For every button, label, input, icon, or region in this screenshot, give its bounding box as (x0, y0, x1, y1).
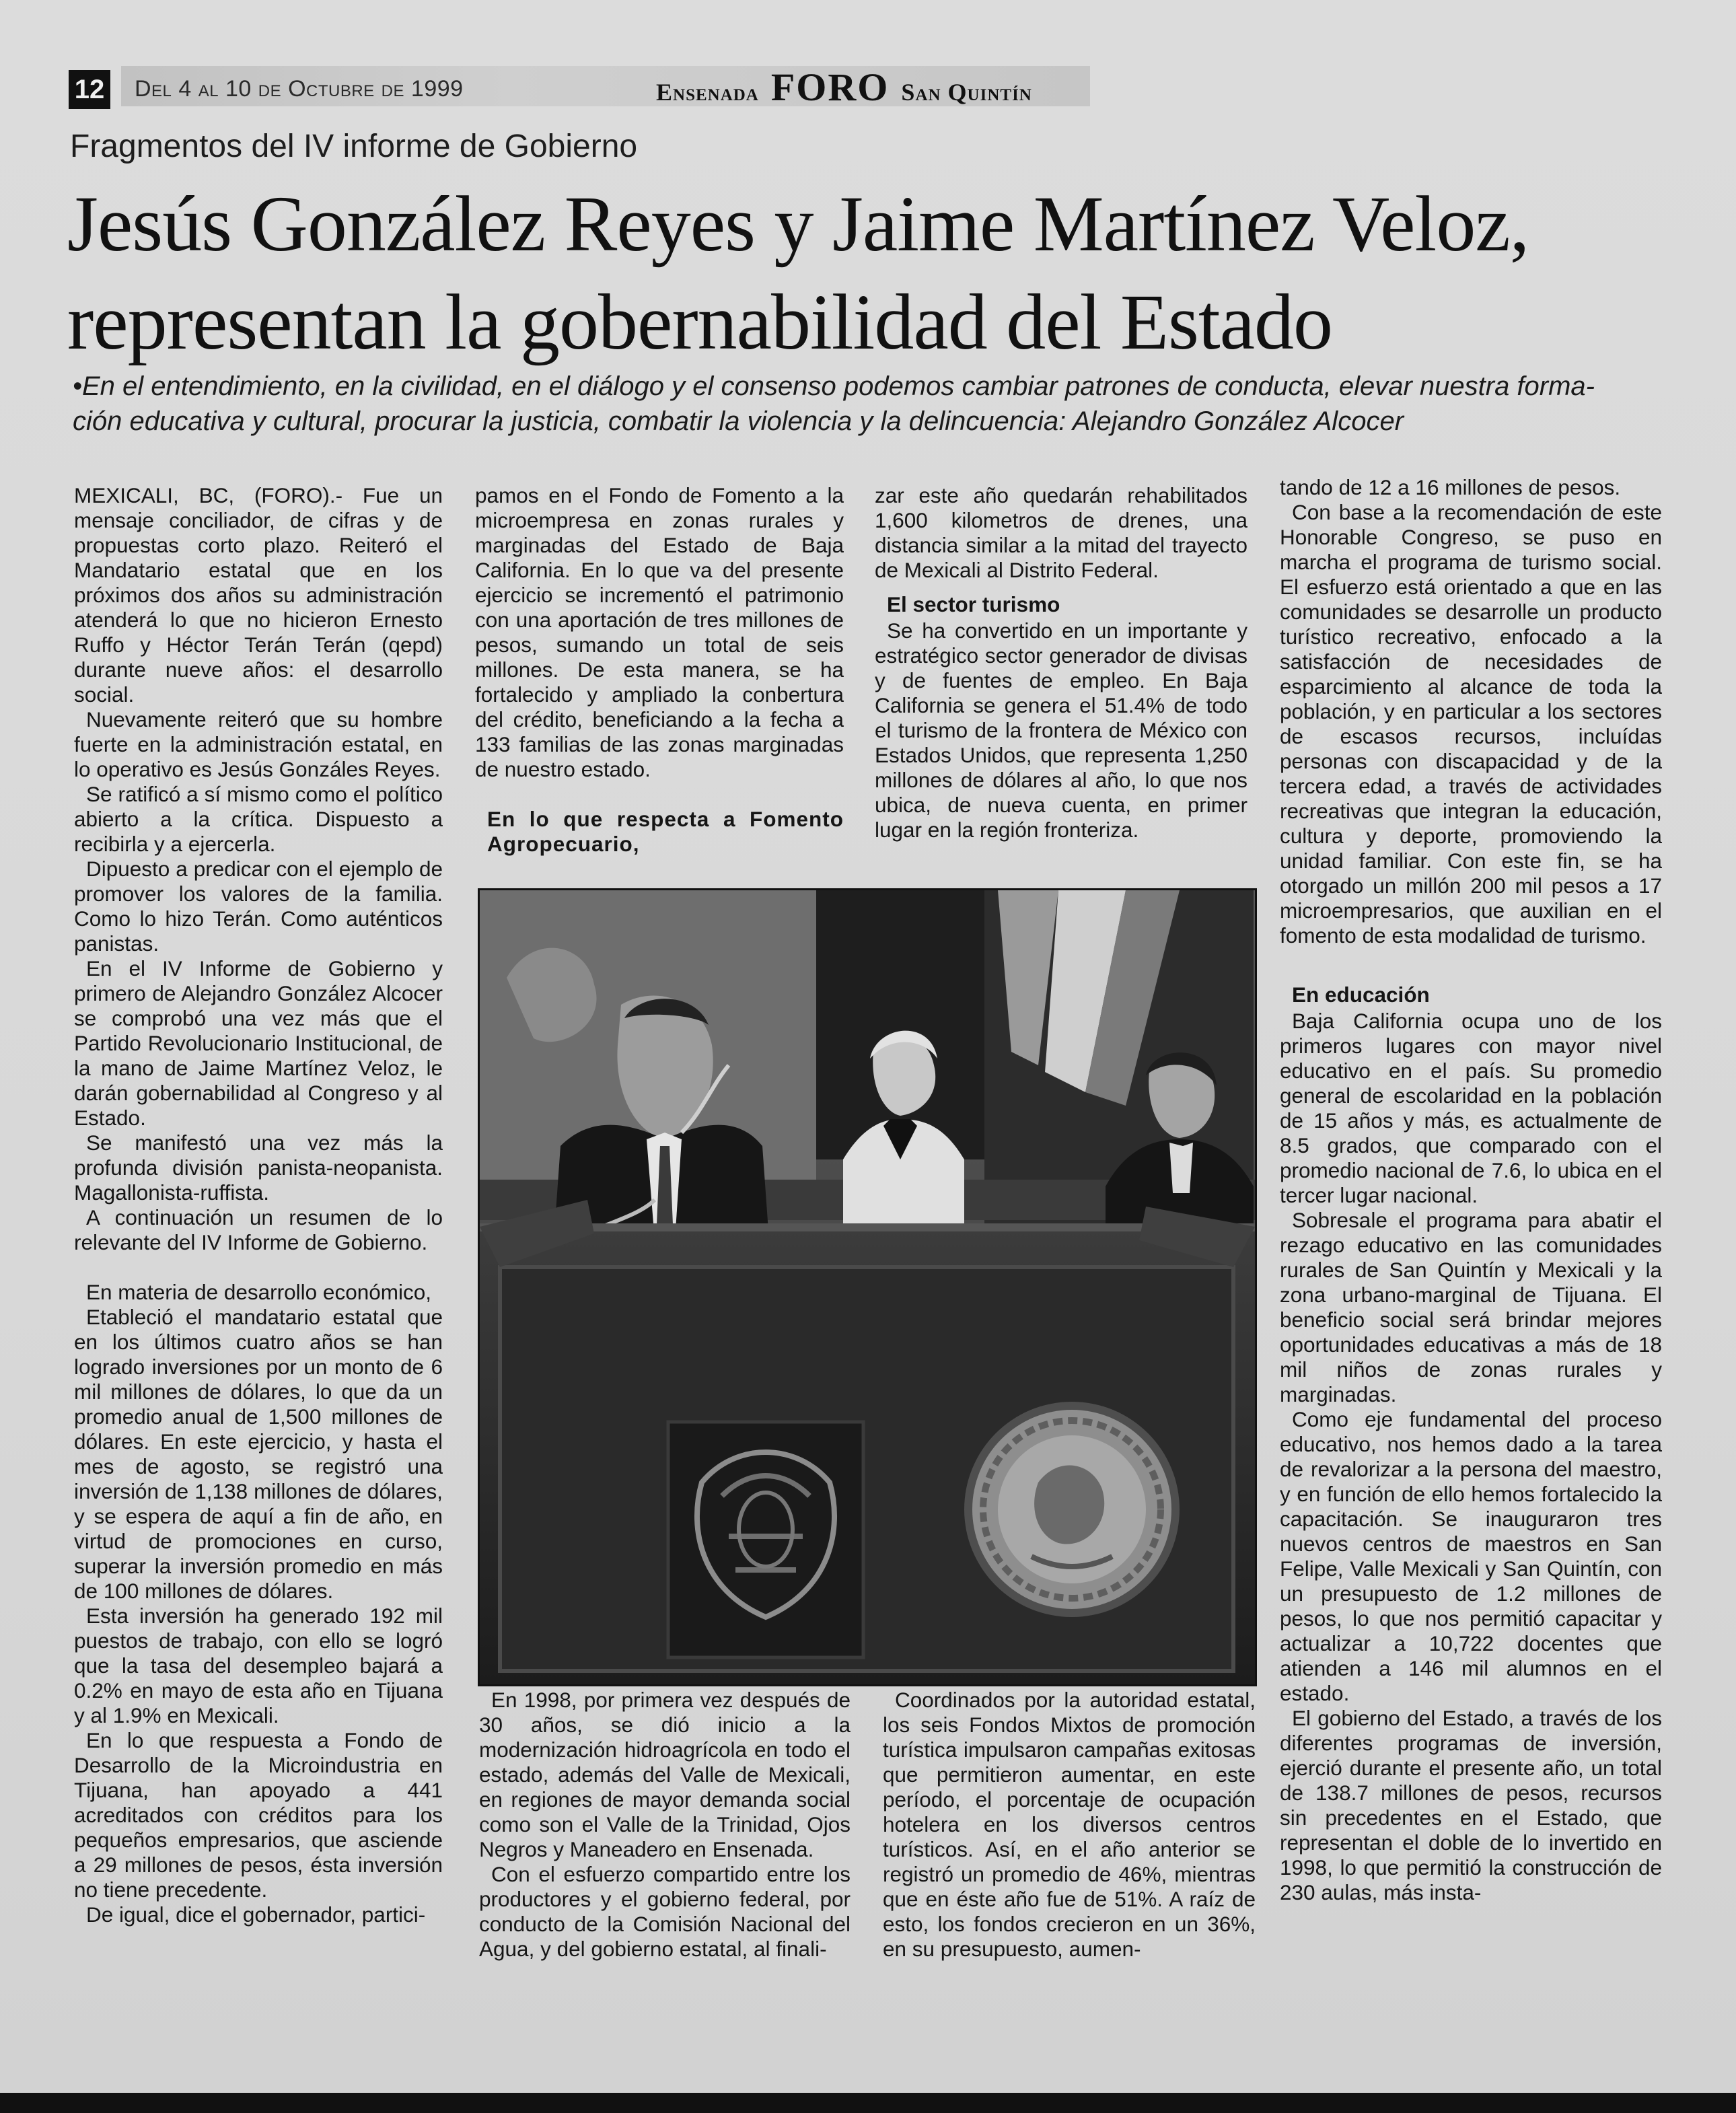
article-headline (67, 175, 1669, 371)
masthead (656, 66, 1032, 119)
column-2-continued (479, 1688, 851, 1962)
paragraph: Como eje fundamental del proceso educativo, nos hemos dado a la tarea de revalorizar a la persona del maestro, y en función de ello hemos fortalecido la capacitación. Se inauguraron tres nuevos centros de maestros en San Felipe, Valle Mexicali y San Quintín, con un presupuesto de 1.2 millones de pesos, lo que nos permitió capacitar y actualizar a 10,722 docentes que atienden a 146 mil alumnos en el estado. (1280, 1407, 1662, 1705)
paragraph: tando de 12 a 16 millones de pesos. (1280, 475, 1621, 499)
headline-line-1: Jesús González Reyes y Jaime Martínez Veloz, (67, 180, 1529, 268)
masthead-ensenada: Ensenada (656, 79, 759, 106)
column-3 (875, 483, 1247, 843)
masthead-san-quintin: San Quintín (901, 79, 1032, 106)
headline-line-2: representan la gobernabilidad del Estado (67, 278, 1333, 366)
paragraph: Esta inversión ha generado 192 mil puestos de trabajo, con ello se logró que la tasa del desempleo bajará a 0.2% en mayo de esta año en Tijuana y al 1.9% en Mexicali. (74, 1604, 443, 1727)
paragraph: Se manifestó una vez más la profunda división panista-neopanista. Magallonista-ruffista. (74, 1131, 443, 1205)
paragraph: Baja California ocupa uno de los primeros lugares con mayor nivel educativo en el país. Su promedio general de escolaridad en la población de 15 años y más, es actualmente de 8.5 grados, que comparado con el promedio nacional de 7.6, lo ubica en el tercer lugar nacional. (1280, 1009, 1662, 1207)
column-3-continued (883, 1688, 1256, 1962)
paragraph: MEXICALI, BC, (FORO).- Fue un mensaje conciliador, de cifras y de propuestas corto plazo. Reiteró el Mandatario estatal que en los próximos dos años su administración atenderá lo que no hicieron Ernesto Ruffo y Héctor Terán Terán (qepd) durante nueve años: el desarrollo social. (74, 483, 443, 707)
paragraph: A continuación un resumen de lo relevante del IV Informe de Gobierno. (74, 1205, 443, 1254)
paragraph: En el IV Informe de Gobierno y primero de Alejandro González Alcocer se comprobó una vez más que el Partido Revolucionario Institucional, de la mano de Jaime Martínez Veloz, le darán gobernabilidad al Congreso y al Estado. (74, 956, 443, 1130)
paragraph: Dipuesto a predicar con el ejemplo de promover los valores de la familia. Como lo hizo Terán. Como auténticos panistas. (74, 857, 443, 956)
paragraph: Sobresale el programa para abatir el rezago educativo en las comunidades rurales de San Quintín y Mexicali y la zona urbano-marginal de Tijuana. El beneficio social será brindar mejores oportunidades educativas a más de 18 mil niños de zonas rurales y marginadas. (1280, 1208, 1662, 1406)
dateline: Del 4 al 10 de Octubre de 1999 (135, 76, 464, 102)
paragraph: Nuevamente reiteró que su hombre fuerte en la administración estatal, en lo operativo es Jesús Gonzáles Reyes. (74, 707, 443, 781)
paragraph: Se ratificó a sí mismo como el político abierto a la crítica. Dispuesto a recibirla y a ejercerla. (74, 782, 443, 856)
paragraph: De igual, dice el gobernador, partici- (86, 1902, 426, 1927)
paragraph: Con el esfuerzo compartido entre los productores y el gobierno federal, por conducto de la Comisión Nacional del Agua, y del gobierno estatal, al finali- (479, 1862, 851, 1961)
spacer (1280, 948, 1662, 973)
paragraph: pamos en el Fondo de Fomento a la microempresa en zonas rurales y marginadas del Estado de Baja California. En lo que va del presente ejercicio se incrementó el patrimonio con una aportación de tres millones de pesos, sumando un total de seis millones. De esta manera, se ha fortalecido y ampliado la conbertura del crédito, beneficiando a la fecha a 133 familias de las zonas marginadas de nuestro estado. (475, 483, 844, 781)
paragraph: En materia de desarrollo económico, (86, 1280, 432, 1304)
paragraph: Etableció el mandatario estatal que en los últimos cuatro años se han logrado inversiones por un monto de 6 mil millones de dólares, lo que da un promedio anual de 1,500 millones de dólares. En este ejercicio, y hasta el mes de agosto, se registró una inversión de 1,138 millones de dólares, y se espera de aquí a fin de año, en virtud de promociones en curso, superar la inversión promedio en más de 100 millones de dólares. (74, 1305, 443, 1603)
photo-illustration (480, 890, 1255, 1684)
paragraph: En 1998, por primera vez después de 30 años, se dió inicio a la modernización hidroagrícola en todo el estado, además del Valle de Mexicali, en regiones de mayor demanda social como son el Valle de la Trinidad, Ojos Negros y Maneadero en Ensenada. (479, 1688, 851, 1861)
paragraph: zar este año quedarán rehabilitados 1,600 kilometros de drenes, una distancia similar a la mitad del trayecto de Mexicali al Distrito Federal. (875, 483, 1247, 582)
spacer (74, 1255, 443, 1280)
section-heading-fomento-agropecuario: En lo que respecta a Fomento Agropecuario, (487, 807, 844, 856)
scan-bottom-edge (0, 2093, 1736, 2113)
column-4 (1280, 475, 1662, 1905)
paragraph: Se ha convertido en un importante y estratégico sector generador de divisas y de fuentes de empleo. En Baja California se genera el 51.4% de todo el turismo de la frontera de México con Estados Unidos, que representa 1,250 millones de dólares al año, lo que nos ubica, de nueva cuenta, en primer lugar en la región fronteriza. (875, 618, 1247, 842)
article-kicker: Fragmentos del IV informe de Gobierno (70, 129, 638, 164)
paragraph: En lo que respuesta a Fondo de Desarrollo de la Microindustria en Tijuana, han apoyado a 441 acreditados con créditos para los pequeños empresarios, que asciende a 29 millones de pesos, ésta inversión no tiene precedente. (74, 1728, 443, 1902)
paragraph: Con base a la recomendación de este Honorable Congreso, se puso en marcha el programa de turismo social. El esfuerzo está orientado a que en las comunidades se desarrolle un producto turístico recreativo, enfocado a la satisfacción de necesidades de esparcimiento al alcance de toda la población, y en particular a los sectores de escasos recursos, incluídas personas con discapacidad y de la tercera edad, a través de actividades recreativas que integran la educación, cultura y deporte, promoviendo la unidad familiar. Con este fin, se ha otorgado un millón 200 mil pesos a 17 microempresarios, que auxilian en el fomento de esta modalidad de turismo. (1280, 500, 1662, 947)
governor-speech-photo (478, 888, 1257, 1686)
article-deck (73, 369, 1674, 439)
deck-line-2: ción educativa y cultural, procurar la justicia, combatir la violencia y la delincuencia: Alejandro González Alcocer (73, 406, 1404, 436)
page-number: 12 (69, 70, 110, 109)
section-heading-sector-turismo: El sector turismo (887, 592, 1060, 616)
section-heading-educacion: En educación (1292, 982, 1430, 1007)
column-2 (475, 483, 844, 857)
masthead-foro: FORO (770, 65, 890, 109)
spacer (475, 782, 844, 807)
column-1 (74, 483, 443, 1927)
paragraph: Coordinados por la autoridad estatal, los seis Fondos Mixtos de promoción turística impulsaron campañas exitosas que permitieron aumentar, en este período, el porcentaje de ocupación hotelera en los diversos centros turísticos. Así, en el año anterior se registró un promedio de 46%, mientras que en éste año fue de 51%. A raíz de esto, los fondos crecieron en un 36%, en su presupuesto, aumen- (883, 1688, 1256, 1961)
paragraph: El gobierno del Estado, a través de los diferentes programas de inversión, ejerció durante el presente año, un total de 138.7 millones de pesos, recursos sin precedentes en el Estado, que representan el doble de lo invertido en 1998, lo que permitió la construcción de 230 aulas, más insta- (1280, 1706, 1662, 1904)
deck-line-1: •En el entendimiento, en la civilidad, en el diálogo y el consenso podemos cambiar patrones de conducta, elevar nuestra forma- (73, 371, 1595, 401)
